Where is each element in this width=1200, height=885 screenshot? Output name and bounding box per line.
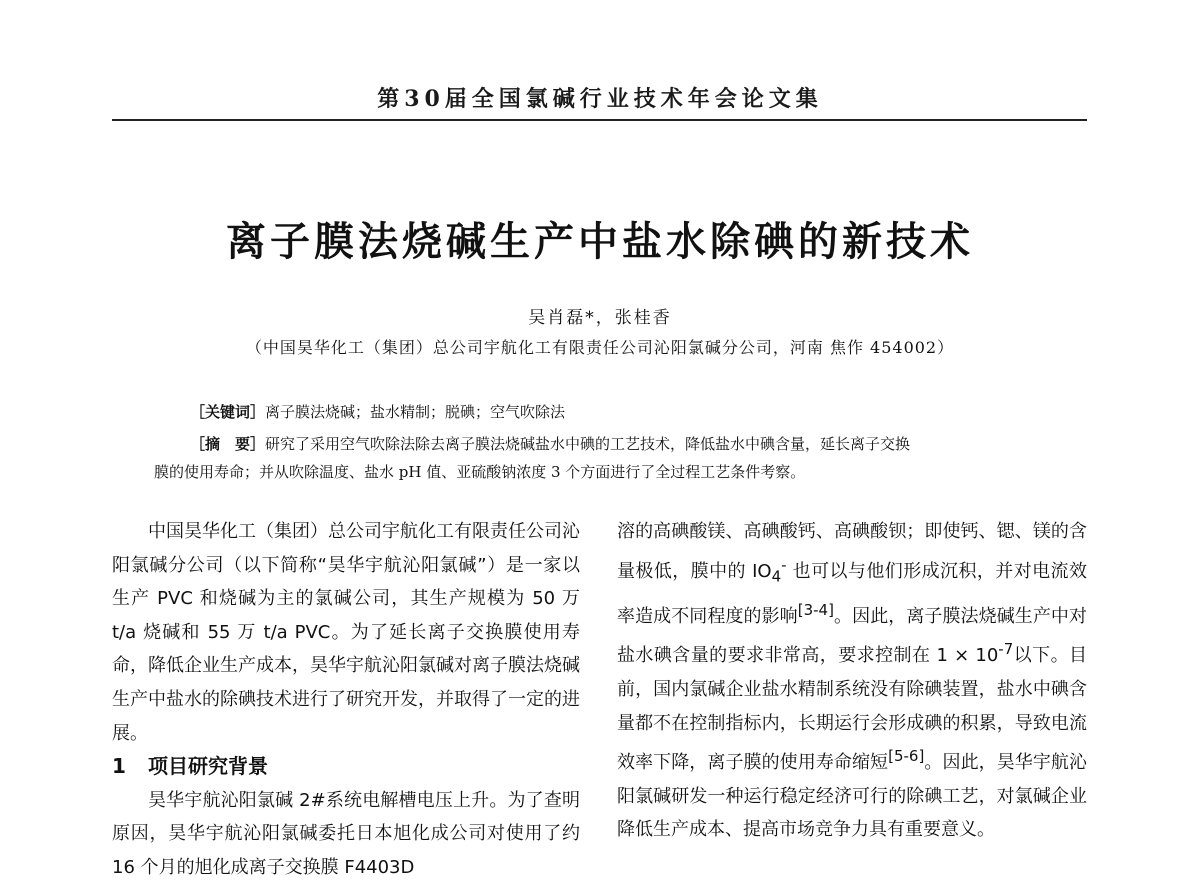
section-paragraph: 昊华宇航沁阳氯碱 2#系统电解槽电压上升。为了查明原因，昊华宇航沁阳氯碱委托日本旭化成公司对使用了约 16 个月的旭化成离子交换膜 F4403D [112, 789, 580, 878]
right-text-2: 也可以与他们形成沉积，并对电流效率造成不同程度的影响 [617, 560, 1087, 627]
abstract-label: ［摘 要］ [190, 435, 266, 453]
section-title: 项目研究背景 [148, 754, 268, 779]
io-superscript: - [781, 555, 787, 574]
paper-affiliation: （中国昊华化工（集团）总公司宇航化工有限责任公司沁阳氯碱分公司，河南 焦作 454002） [245, 338, 955, 357]
abstract-block [190, 433, 910, 454]
right-text-5: 。因此，昊华宇航沁阳氯碱研发一种运行稳定经济可行的除碘工艺，对氯碱企业降低生产成本、提高市场竞争力具有重要意义。 [617, 752, 1088, 841]
header-divider [112, 119, 1087, 121]
body-column-left [112, 515, 580, 885]
io-subscript: 4 [771, 567, 782, 586]
paper-authors: 吴肖磊*，张桂香 [528, 308, 672, 328]
citation-3-4: [3-4] [797, 600, 834, 619]
right-paragraph [617, 515, 1087, 847]
keywords-block [190, 401, 565, 422]
body-column-right [617, 515, 1087, 847]
right-text-3: 。因此，离子膜法烧碱生产中对盐水碘含量的要求非常高，要求控制在 1 × 10 [617, 605, 1088, 667]
paper-title: 离子膜法烧碱生产中盐水除碘的新技术 [226, 219, 974, 265]
exponent: -7 [998, 640, 1014, 659]
abstract-line-2: 膜的使用寿命；并从吹除温度、盐水 pH 值、亚硫酸钠浓度 3 个方面进行了全过程工艺条件考察。 [154, 463, 806, 481]
right-text-1: 溶的高碘酸镁、高碘酸钙、高碘酸钡；即使钙、锶、镁的含量极低，膜中的 IO [617, 521, 1087, 582]
right-text-4: 以下。目前，国内氯碱企业盐水精制系统没有除碘装置，盐水中碘含量都不在控制指标内，长期运行会形成碘的积累，导致电流效率下降，离子膜的使用寿命缩短 [617, 645, 1088, 774]
abstract-line-1: 研究了采用空气吹除法除去离子膜法烧碱盐水中碘的工艺技术，降低盐水中碘含量，延长离子交换 [265, 435, 911, 453]
keywords-label: ［关键词］ [190, 403, 266, 421]
citation-5-6: [5-6] [888, 747, 925, 766]
section-number: 1 [112, 754, 126, 779]
section-heading [112, 750, 580, 784]
keywords-text: 离子膜法烧碱；盐水精制；脱碘；空气吹除法 [265, 403, 566, 421]
intro-paragraph: 中国昊华化工（集团）总公司宇航化工有限责任公司沁阳氯碱分公司（以下简称“昊华宇航沁阳氯碱”）是一家以生产 PVC 和烧碱为主的氯碱公司，其生产规模为 50 万 t/a 烧碱和 55 万 t/a PVC。为了延长离子交换膜使用寿命，降低企业生产成本，昊华宇航沁阳氯碱对离子膜法烧碱生产中盐水的除碘技术进行了研究开发，并取得了一定的进展。 [112, 521, 580, 744]
journal-header: 第30届全国氯碱行业技术年会论文集 [377, 86, 823, 112]
